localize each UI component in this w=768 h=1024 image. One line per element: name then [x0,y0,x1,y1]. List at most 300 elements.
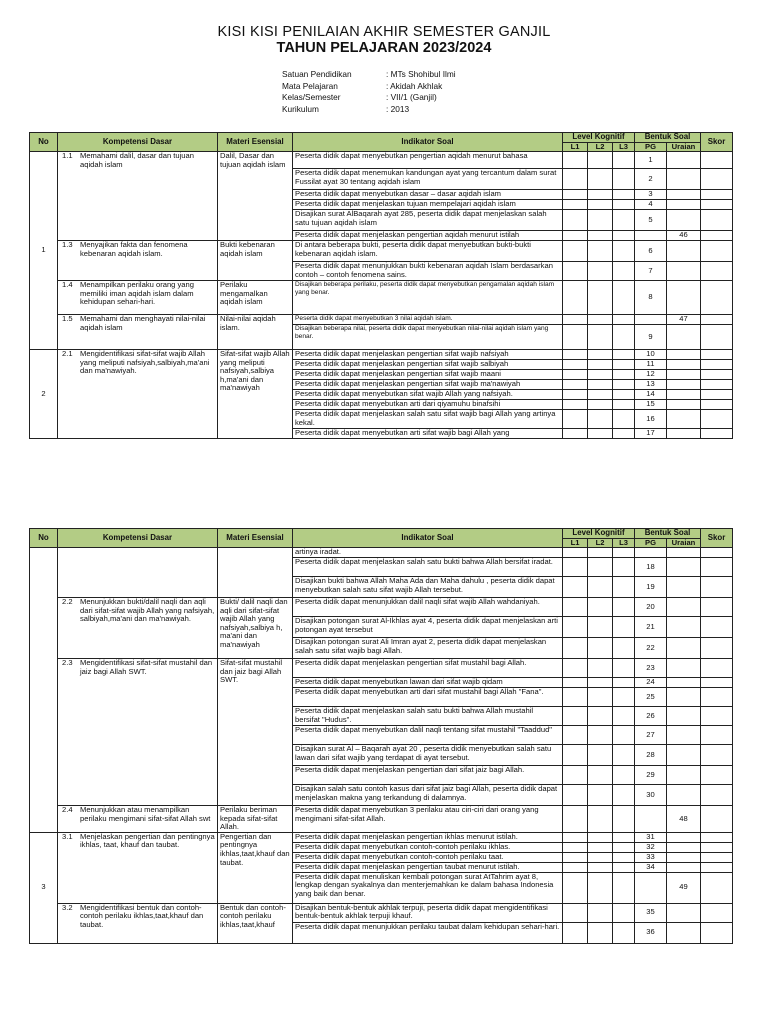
header-l1: L1 [563,143,588,152]
level-kognitif-cell [563,659,588,678]
level-kognitif-cell [588,726,613,745]
level-kognitif-cell [613,190,635,200]
table-row [30,832,733,842]
level-kognitif-cell [563,325,588,350]
level-kognitif-cell [563,785,588,806]
pg-number-cell: 25 [635,688,667,707]
level-kognitif-cell [563,360,588,370]
indikator-soal-cell: Peserta didik dapat menyebutkan 3 nilai aqidah islam. [293,315,563,325]
indikator-soal-cell: Peserta didik dapat menyebutkan lawan dari sifat wajib qidam [293,678,563,688]
pg-number-cell: 1 [635,152,667,169]
level-kognitif-cell [613,380,635,390]
skor-cell [701,598,733,617]
indikator-soal-cell: Peserta didik dapat menuliskan kembali potongan surat AtTahrim ayat 8, lengkap dengan syakalnya dan menterjemahkan ke dalam bahasa Indonesia yang baik dan benar. [293,872,563,903]
uraian-number-cell [667,638,701,659]
meta-value: : 2013 [386,103,410,114]
meta-label: Satuan Pendidikan [282,69,352,79]
indikator-soal-cell: Peserta didik dapat menjelaskan salah satu sifat wajib bagi Allah yang artinya kekal. [293,410,563,429]
skor-cell [701,903,733,922]
indikator-soal-cell: Peserta didik dapat menyebutkan arti sifat wajib bagi Allah yang [293,429,563,439]
skor-cell [701,380,733,390]
level-kognitif-cell [563,678,588,688]
level-kognitif-cell [588,766,613,785]
level-kognitif-cell [613,922,635,943]
level-kognitif-cell [588,360,613,370]
indikator-soal-cell: Peserta didik dapat menyebutkan 3 perilaku atau ciri-ciri dari orang yang mengimani sifat-sifat Allah. [293,806,563,833]
level-kognitif-cell [588,842,613,852]
skor-cell [701,360,733,370]
pg-number-cell: 28 [635,745,667,766]
level-kognitif-cell [613,766,635,785]
pg-number-cell: 32 [635,842,667,852]
skor-cell [701,315,733,325]
document-title: KISI KISI PENILAIAN AKHIR SEMESTER GANJIL [217,24,551,40]
level-kognitif-cell [563,745,588,766]
kd-text: Menjelaskan pengertian dan pentingnya ikhlas, taat, khauf dan taubat. [80,832,215,850]
skor-cell [701,842,733,852]
level-kognitif-cell [588,190,613,200]
skor-cell [701,190,733,200]
indikator-soal-cell: Disajikan beberapa perilaku, peserta didik dapat menyebutkan pengamalan aqidah islam yang benar. [293,281,563,315]
uraian-number-cell [667,862,701,872]
uraian-number-cell [667,852,701,862]
level-kognitif-cell [563,210,588,231]
indikator-soal-cell: Peserta didik dapat menjelaskan pengertian taubat menurut istilah. [293,862,563,872]
kd-text: Mengidentifikasi sifat-sifat wajib Allah yang meliputi nafsiyah,salbiyah,ma'ani dan ma'nawiyah. [80,349,210,376]
table-row [30,281,733,315]
table-row [30,350,733,360]
uraian-number-cell [667,577,701,598]
indikator-soal-cell: Disajikan bukti bahwa Allah Maha Ada dan Maha dahulu , peserta didik dapat menyebutkan salah satu sifat wajib Allah tersebut. [293,577,563,598]
skor-cell [701,726,733,745]
pg-number-cell: 4 [635,200,667,210]
materi-esensial-cell: Perilaku beriman kepada sifat-sifat Allah. [218,806,293,833]
kompetensi-dasar-cell [58,350,218,439]
skor-cell [701,370,733,380]
skor-cell [701,688,733,707]
skor-cell [701,429,733,439]
uraian-number-cell [667,410,701,429]
indikator-soal-cell: Peserta didik dapat menyebutkan arti dari qiyamuhu binafsihi [293,400,563,410]
level-kognitif-cell [613,638,635,659]
pg-number-cell: 35 [635,903,667,922]
skor-cell [701,548,733,558]
pg-number-cell: 9 [635,325,667,350]
indikator-soal-cell: Peserta didik dapat menunjukkan dalil naqli sifat wajib Allah wahdaniyah. [293,598,563,617]
level-kognitif-cell [563,577,588,598]
skor-cell [701,638,733,659]
level-kognitif-cell [613,558,635,577]
level-kognitif-cell [563,842,588,852]
level-kognitif-cell [563,832,588,842]
indikator-soal-cell: Peserta didik dapat menjelaskan pengertian dari sifat jaiz bagi Allah. [293,766,563,785]
pg-number-cell: 7 [635,262,667,281]
skor-cell [701,558,733,577]
uraian-number-cell: 48 [667,806,701,833]
header-pg: PG [635,143,667,152]
pg-number-cell: 33 [635,852,667,862]
level-kognitif-cell [588,678,613,688]
header-no: No [30,529,58,548]
header-indikator-soal: Indikator Soal [293,529,563,548]
table-row [30,903,733,922]
kd-number: 2.4 [62,805,73,814]
level-kognitif-cell [563,410,588,429]
meta-value: : VII/1 (Ganjil) [386,92,437,102]
indikator-soal-cell: artinya iradat. [293,548,563,558]
uraian-number-cell [667,688,701,707]
kd-text: Mengidentifikasi sifat-sifat mustahil dan jaiz bagi Allah SWT. [80,658,213,676]
indikator-soal-cell: Peserta didik dapat menyebutkan contoh-contoh perilaku ikhlas. [293,842,563,852]
level-kognitif-cell [563,688,588,707]
level-kognitif-cell [588,688,613,707]
skor-cell [701,410,733,429]
pg-number-cell: 31 [635,832,667,842]
level-kognitif-cell [563,617,588,638]
indikator-soal-cell: Peserta didik dapat menemukan kandungan ayat yang tercantum dalam surat Fussilat ayat 30 tentang aqidah islam [293,169,563,190]
level-kognitif-cell [613,598,635,617]
row-number-cell: 2 [30,350,58,439]
level-kognitif-cell [613,390,635,400]
level-kognitif-cell [588,806,613,833]
level-kognitif-cell [563,281,588,315]
indikator-soal-cell: Disajikan surat Al – Baqarah ayat 20 , peserta didik menyebutkan salah satu lawan dari sifat wajib yang terdapat di ayat tersebut. [293,745,563,766]
indikator-soal-cell: Peserta didik dapat menunjukkan bukti kebenaran aqidah Islam berdasarkan contoh – contoh fenomena sains. [293,262,563,281]
skor-cell [701,766,733,785]
materi-esensial-cell: Nilai-nilai aqidah islam. [218,315,293,350]
level-kognitif-cell [563,806,588,833]
level-kognitif-cell [588,832,613,842]
level-kognitif-cell [563,231,588,241]
table-row [30,806,733,833]
level-kognitif-cell [613,785,635,806]
level-kognitif-cell [563,152,588,169]
kd-number: 1.1 [62,151,73,160]
level-kognitif-cell [613,410,635,429]
materi-esensial-cell: Sifat-sifat mustahil dan jaiz bagi Allah SWT. [218,659,293,806]
level-kognitif-cell [588,169,613,190]
row-number-cell: 1 [30,152,58,350]
skor-cell [701,200,733,210]
kd-text: Menunjukkan bukti/dalil naqli dan aqli dari sifat-sifat wajib Allah yang nafsiyah, salbiyah,ma'ani dan ma'nawiyah. [80,597,215,624]
row-number-cell: 3 [30,832,58,943]
level-kognitif-cell [613,152,635,169]
level-kognitif-cell [613,241,635,262]
table-row [30,659,733,678]
uraian-number-cell [667,598,701,617]
level-kognitif-cell [588,862,613,872]
indikator-soal-cell: Peserta didik dapat menyebutkan arti dari sifat mustahil bagi Allah "Fana". [293,688,563,707]
level-kognitif-cell [613,429,635,439]
level-kognitif-cell [613,577,635,598]
pg-number-cell [635,231,667,241]
uraian-number-cell [667,190,701,200]
skor-cell [701,862,733,872]
kompetensi-dasar-cell [58,832,218,903]
level-kognitif-cell [588,852,613,862]
pg-number-cell: 22 [635,638,667,659]
uraian-number-cell [667,785,701,806]
uraian-number-cell [667,152,701,169]
header-l2: L2 [588,539,613,548]
indikator-soal-cell: Peserta didik dapat menyebutkan dalil naqli tentang sifat mustahil "Taaddud" [293,726,563,745]
level-kognitif-cell [613,745,635,766]
indikator-soal-cell: Disajikan surat AlBaqarah ayat 285, peserta didik dapat menjelaskan salah satu tujuan aqidah islam [293,210,563,231]
uraian-number-cell [667,169,701,190]
level-kognitif-cell [588,262,613,281]
header-level-kognitif: Level Kognitif [563,133,635,143]
skor-cell [701,852,733,862]
level-kognitif-cell [613,852,635,862]
pg-number-cell: 11 [635,360,667,370]
pg-number-cell: 10 [635,350,667,360]
pg-number-cell: 20 [635,598,667,617]
uraian-number-cell: 49 [667,872,701,903]
uraian-number-cell [667,360,701,370]
pg-number-cell: 5 [635,210,667,231]
uraian-number-cell [667,429,701,439]
level-kognitif-cell [613,842,635,852]
meta-value: : MTs Shohibul Ilmi [386,69,456,79]
level-kognitif-cell [613,200,635,210]
materi-esensial-cell: Bentuk dan contoh-contoh perilaku ikhlas,taat,khauf [218,903,293,943]
skor-cell [701,785,733,806]
pg-number-cell: 26 [635,707,667,726]
level-kognitif-cell [613,325,635,350]
level-kognitif-cell [613,169,635,190]
level-kognitif-cell [613,281,635,315]
skor-cell [701,577,733,598]
kd-number: 1.5 [62,314,73,323]
level-kognitif-cell [588,281,613,315]
header-materi-esensial: Materi Esensial [218,133,293,152]
kd-number: 1.3 [62,240,73,249]
kd-number: 2.2 [62,597,73,606]
document-meta [282,69,456,115]
indikator-soal-cell: Disajikan salah satu contoh kasus dari sifat jaiz bagi Allah, peserta didik dapat menjelaskan makna yang terkandung di dalamnya. [293,785,563,806]
pg-number-cell: 8 [635,281,667,315]
level-kognitif-cell [563,548,588,558]
indikator-soal-cell: Peserta didik dapat menjelaskan salah satu bukti bahwa Allah bersifat iradat. [293,558,563,577]
uraian-number-cell [667,766,701,785]
indikator-soal-cell: Peserta didik dapat menyebutkan pengertian aqidah menurut bahasa [293,152,563,169]
uraian-number-cell [667,745,701,766]
level-kognitif-cell [588,903,613,922]
skor-cell [701,152,733,169]
kd-text: Menyajikan fakta dan fenomena kebenaran aqidah islam. [80,240,188,258]
level-kognitif-cell [588,410,613,429]
meta-value: : Akidah Akhlak [386,80,443,91]
level-kognitif-cell [588,200,613,210]
header-l3: L3 [613,539,635,548]
level-kognitif-cell [613,707,635,726]
pg-number-cell: 17 [635,429,667,439]
uraian-number-cell [667,832,701,842]
kompetensi-dasar-cell [58,241,218,281]
table-row [30,152,733,169]
skor-cell [701,241,733,262]
pg-number-cell: 18 [635,558,667,577]
uraian-number-cell [667,350,701,360]
pg-number-cell: 34 [635,862,667,872]
kisi-kisi-table-page1 [29,132,733,439]
meta-label: Mata Pelajaran [282,80,338,91]
pg-number-cell: 19 [635,577,667,598]
pg-number-cell: 12 [635,370,667,380]
indikator-soal-cell: Peserta didik dapat menyebutkan sifat wajib Allah yang nafsiyah. [293,390,563,400]
skor-cell [701,922,733,943]
level-kognitif-cell [563,262,588,281]
indikator-soal-cell: Disajikan potongan surat Ali Imran ayat 2, peserta didik dapat menjelaskan salah satu sifat wajib bagi Allah. [293,638,563,659]
uraian-number-cell [667,558,701,577]
header-indikator-soal: Indikator Soal [293,133,563,152]
level-kognitif-cell [588,231,613,241]
skor-cell [701,169,733,190]
kd-text: Menunjukkan atau menampilkan perilaku mengimani sifat-sifat Allah swt [80,805,211,823]
skor-cell [701,350,733,360]
pg-number-cell [635,806,667,833]
level-kognitif-cell [563,429,588,439]
level-kognitif-cell [613,832,635,842]
uraian-number-cell [667,617,701,638]
kompetensi-dasar-cell [58,659,218,806]
level-kognitif-cell [563,872,588,903]
level-kognitif-cell [563,200,588,210]
header-no: No [30,133,58,152]
kompetensi-dasar-cell [58,598,218,659]
indikator-soal-cell: Peserta didik dapat menjelaskan pengertian sifat wajib salbiyah [293,360,563,370]
kd-text: Memahami dalil, dasar dan tujuan aqidah islam [80,151,194,169]
materi-esensial-cell [218,548,293,598]
skor-cell [701,707,733,726]
pg-number-cell [635,872,667,903]
indikator-soal-cell: Peserta didik dapat menjelaskan pengertian aqidah menurut istilah [293,231,563,241]
level-kognitif-cell [588,617,613,638]
pg-number-cell: 13 [635,380,667,390]
level-kognitif-cell [613,315,635,325]
uraian-number-cell [667,200,701,210]
uraian-number-cell [667,370,701,380]
kd-number: 3.1 [62,832,73,841]
uraian-number-cell [667,726,701,745]
indikator-soal-cell: Disajikan beberapa nilai, peserta didik dapat menyebutkan nilai-nilai aqidah islam yang benar. [293,325,563,350]
level-kognitif-cell [563,922,588,943]
indikator-soal-cell: Peserta didik dapat menyebutkan dasar – dasar aqidah islam [293,190,563,200]
level-kognitif-cell [563,862,588,872]
materi-esensial-cell: Dalil, Dasar dan tujuan aqidah islam [218,152,293,241]
skor-cell [701,659,733,678]
level-kognitif-cell [613,806,635,833]
meta-label: Kurikulum [282,103,319,114]
indikator-soal-cell: Peserta didik dapat menjelaskan pengertian sifat wajib maani [293,370,563,380]
pg-number-cell: 14 [635,390,667,400]
skor-cell [701,390,733,400]
header-materi-esensial: Materi Esensial [218,529,293,548]
level-kognitif-cell [563,638,588,659]
skor-cell [701,231,733,241]
kompetensi-dasar-cell [58,806,218,833]
level-kognitif-cell [613,400,635,410]
skor-cell [701,617,733,638]
level-kognitif-cell [613,231,635,241]
uraian-number-cell [667,659,701,678]
pg-number-cell [635,548,667,558]
skor-cell [701,210,733,231]
level-kognitif-cell [613,210,635,231]
uraian-number-cell [667,210,701,231]
kd-text: Mengidentifikasi bentuk dan contoh-contoh perilaku ikhlas,taat,khauf dan taubat. [80,903,204,929]
table-row [30,548,733,558]
header-bentuk-soal: Bentuk Soal [635,133,701,143]
uraian-number-cell [667,842,701,852]
level-kognitif-cell [563,390,588,400]
kd-text: Menampilkan perilaku orang yang memiliki iman aqidah islam dalam kehidupan sehari-hari. [80,280,194,307]
level-kognitif-cell [613,726,635,745]
skor-cell [701,678,733,688]
kisi-kisi-table-page2 [29,528,733,944]
header-skor: Skor [701,529,733,548]
level-kognitif-cell [588,598,613,617]
uraian-number-cell: 46 [667,231,701,241]
level-kognitif-cell [613,350,635,360]
level-kognitif-cell [613,262,635,281]
level-kognitif-cell [588,152,613,169]
uraian-number-cell [667,262,701,281]
header-l1: L1 [563,539,588,548]
level-kognitif-cell [588,325,613,350]
indikator-soal-cell: Disajikan potongan surat Al-Ikhlas ayat 4, peserta didik dapat menjelaskan arti potongan ayat tersebut [293,617,563,638]
uraian-number-cell [667,678,701,688]
level-kognitif-cell [588,548,613,558]
level-kognitif-cell [613,370,635,380]
materi-esensial-cell: Bukti kebenaran aqidah islam [218,241,293,281]
header-uraian: Uraian [667,143,701,152]
level-kognitif-cell [588,315,613,325]
pg-number-cell: 36 [635,922,667,943]
uraian-number-cell [667,380,701,390]
pg-number-cell: 24 [635,678,667,688]
materi-esensial-cell: Bukti/ dalil naqli dan aqli dari sifat-sifat wajib Allah yang nafsiyah,salbiya h, ma'ani dan ma'nawiyah [218,598,293,659]
level-kognitif-cell [563,707,588,726]
level-kognitif-cell [563,380,588,390]
kd-number: 3.2 [62,903,73,912]
kd-number: 1.4 [62,280,73,289]
skor-cell [701,262,733,281]
level-kognitif-cell [588,241,613,262]
level-kognitif-cell [563,598,588,617]
level-kognitif-cell [563,169,588,190]
level-kognitif-cell [613,903,635,922]
pg-number-cell [635,315,667,325]
level-kognitif-cell [588,558,613,577]
skor-cell [701,745,733,766]
level-kognitif-cell [563,190,588,200]
document-subtitle: TAHUN PELAJARAN 2023/2024 [276,40,492,56]
meta-label: Kelas/Semester [282,92,341,102]
kd-text: Memahami dan menghayati nilai-nilai aqidah islam [80,314,206,332]
level-kognitif-cell [613,617,635,638]
header-level-kognitif: Level Kognitif [563,529,635,539]
header-kompetensi-dasar: Kompetensi Dasar [58,133,218,152]
header-kompetensi-dasar: Kompetensi Dasar [58,529,218,548]
pg-number-cell: 3 [635,190,667,200]
indikator-soal-cell: Peserta didik dapat menjelaskan pengertian ikhlas menurut istilah. [293,832,563,842]
level-kognitif-cell [588,707,613,726]
level-kognitif-cell [588,210,613,231]
level-kognitif-cell [613,360,635,370]
level-kognitif-cell [563,726,588,745]
skor-cell [701,806,733,833]
